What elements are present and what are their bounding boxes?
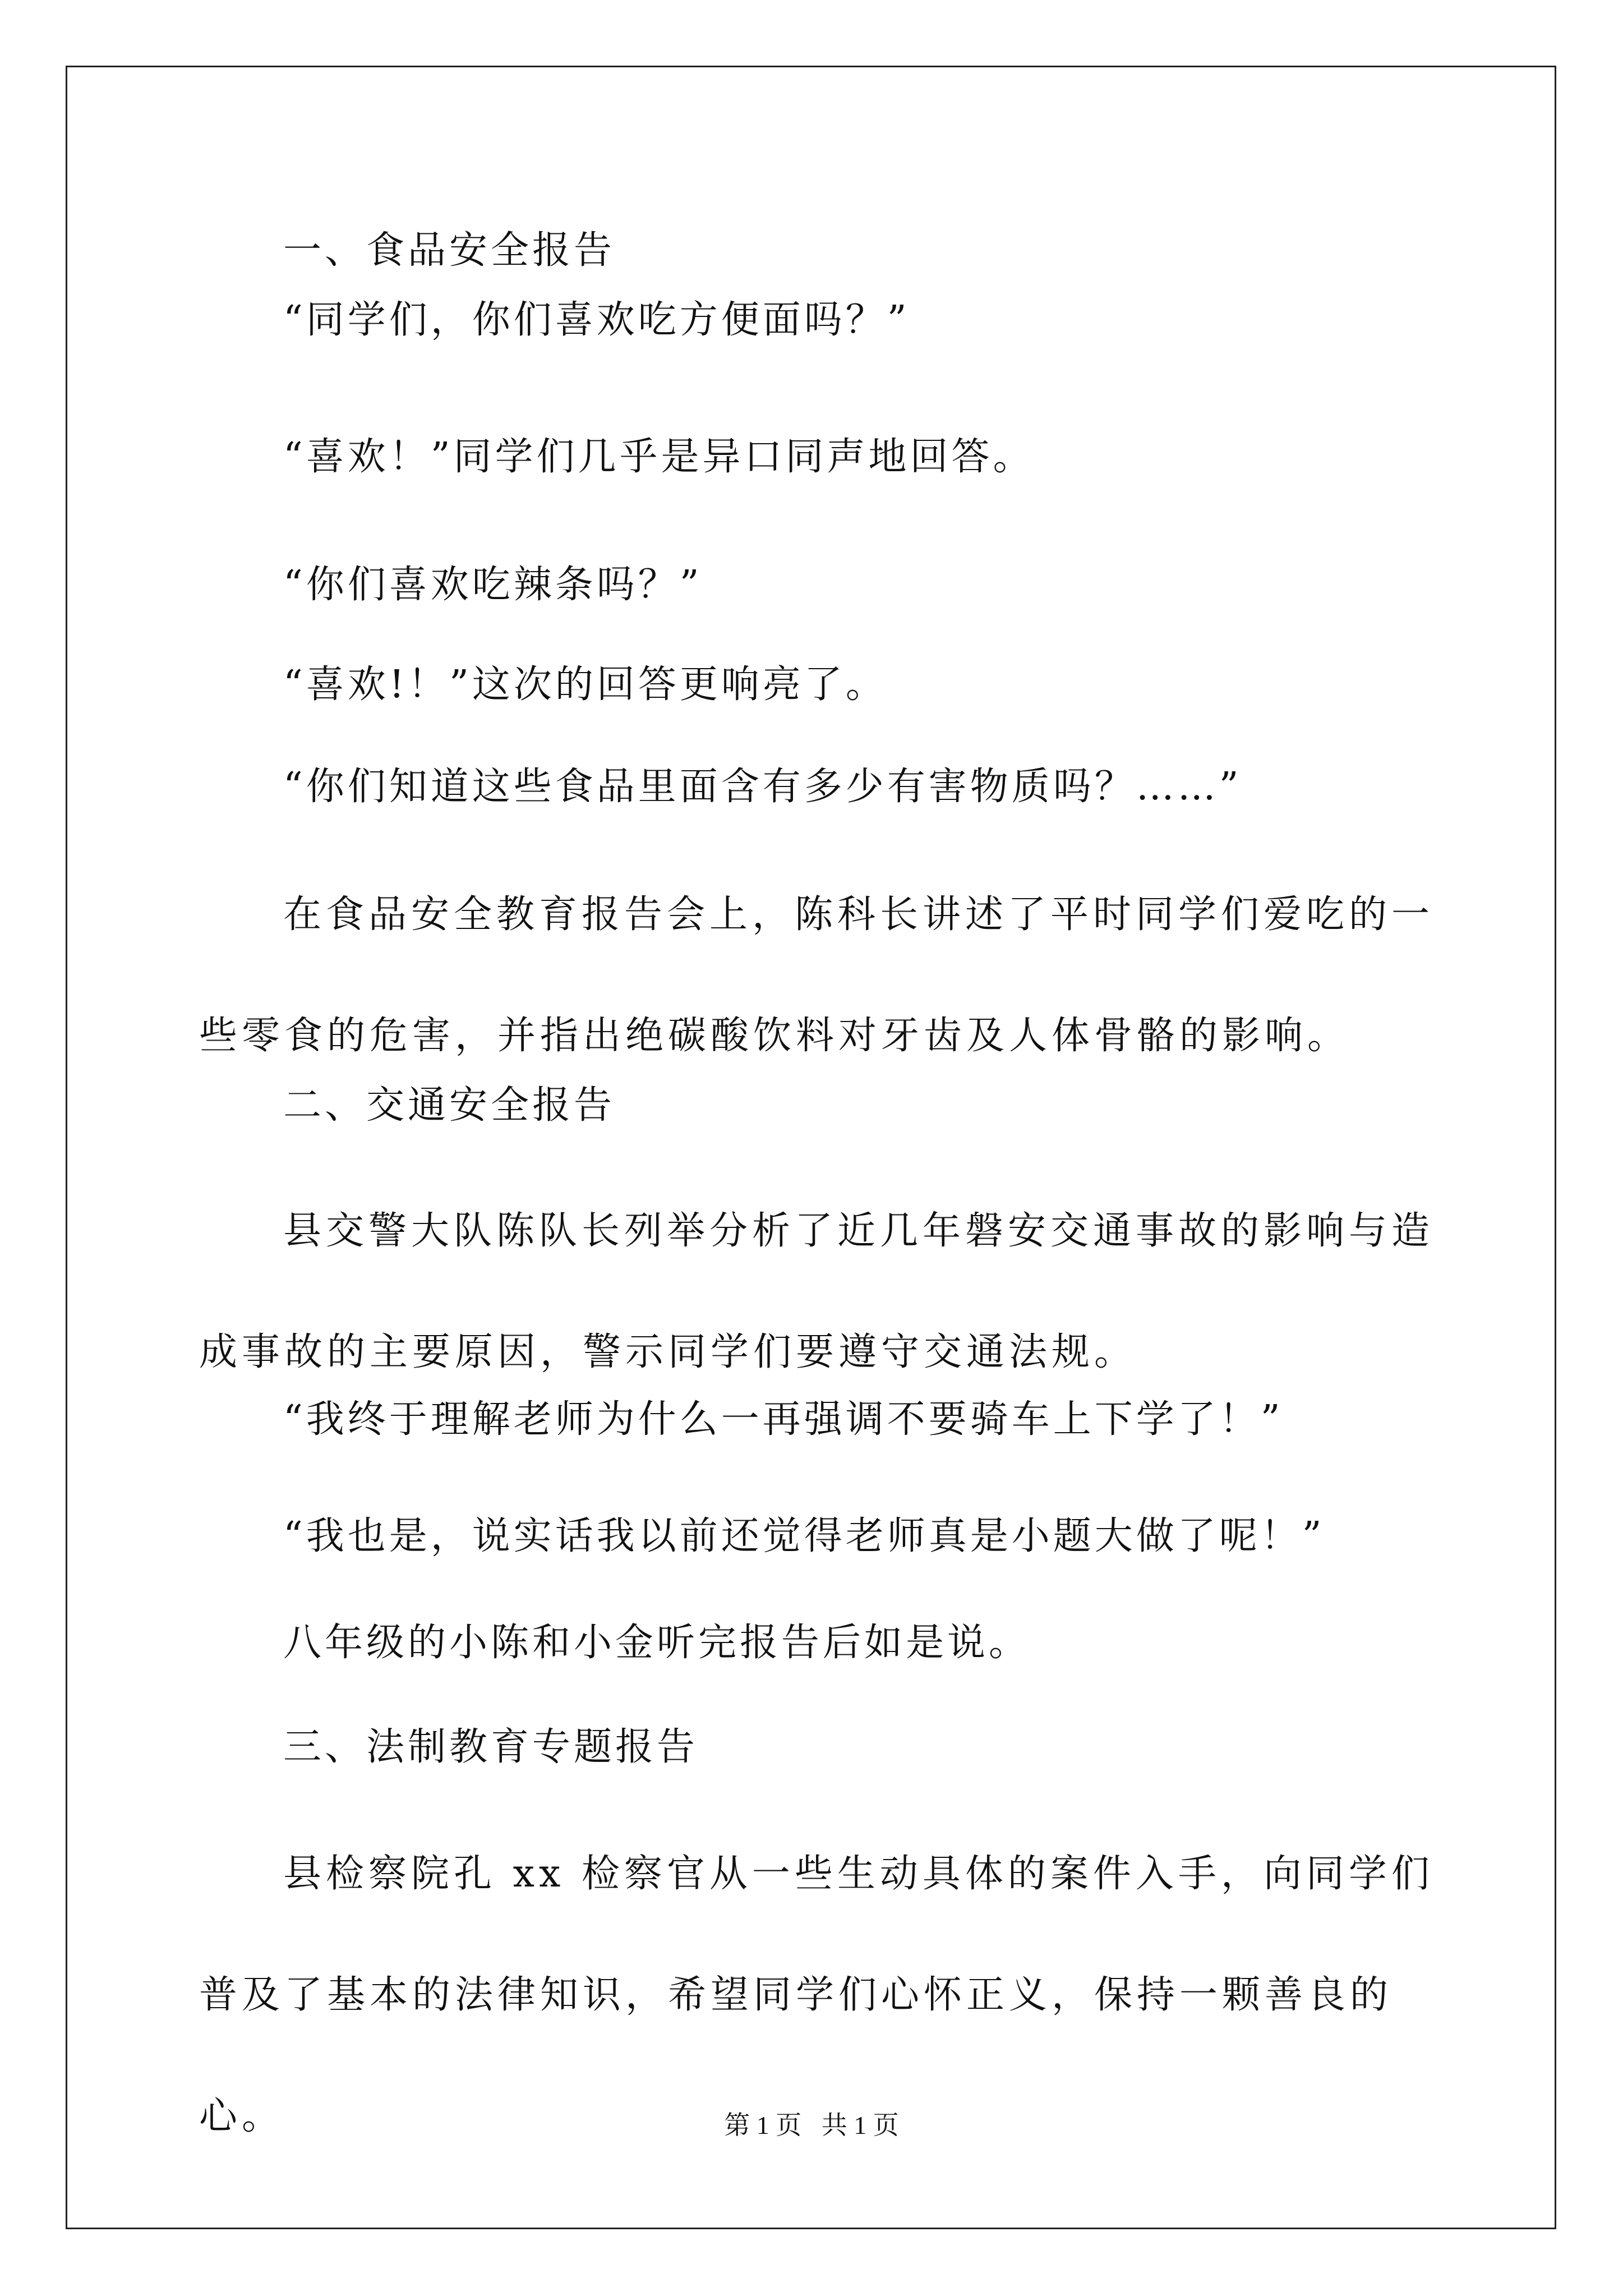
paragraph: “你们喜欢吃辣条吗？” bbox=[283, 563, 703, 607]
page-number: 第 1 页 bbox=[724, 2111, 802, 2139]
paragraph: “我也是，说实话我以前还觉得老师真是小题大做了呢！” bbox=[283, 1514, 1325, 1558]
section-heading-traffic-safety: 二、交通安全报告 bbox=[283, 1083, 616, 1128]
paragraph: 县交警大队陈队长列举分析了近几年磐安交通事故的影响与造成事故的主要原因，警示同学们要遵守交通法规。 bbox=[199, 1209, 1435, 1374]
section-heading-legal-education: 三、法制教育专题报告 bbox=[283, 1725, 699, 1769]
paragraph: “你们知道这些食品里面含有多少有害物质吗？……” bbox=[283, 765, 1242, 809]
page-footer bbox=[0, 2113, 1623, 2138]
paragraph: “同学们，你们喜欢吃方便面吗？” bbox=[283, 298, 910, 342]
page-total: 共 1 页 bbox=[821, 2111, 899, 2139]
paragraph: “喜欢!！”这次的回答更响亮了。 bbox=[283, 662, 887, 707]
paragraph: 在食品安全教育报告会上，陈科长讲述了平时同学们爱吃的一些零食的危害，并指出绝碳酸饮料对牙齿及人体骨骼的影响。 bbox=[199, 892, 1435, 1058]
paragraph: 八年级的小陈和小金听完报告后如是说。 bbox=[283, 1621, 1031, 1665]
paragraph: “我终于理解老师为什么一再强调不要骑车上下学了！” bbox=[283, 1397, 1284, 1442]
paragraph: 县检察院孔 xx 检察官从一些生动具体的案件入手，向同学们普及了基本的法律知识，希望同学们心怀正义，保持一颗善良的心。 bbox=[199, 1852, 1434, 2138]
section-heading-food-safety: 一、食品安全报告 bbox=[283, 228, 616, 273]
paragraph: “喜欢！”同学们几乎是异口同声地回答。 bbox=[283, 435, 1035, 479]
